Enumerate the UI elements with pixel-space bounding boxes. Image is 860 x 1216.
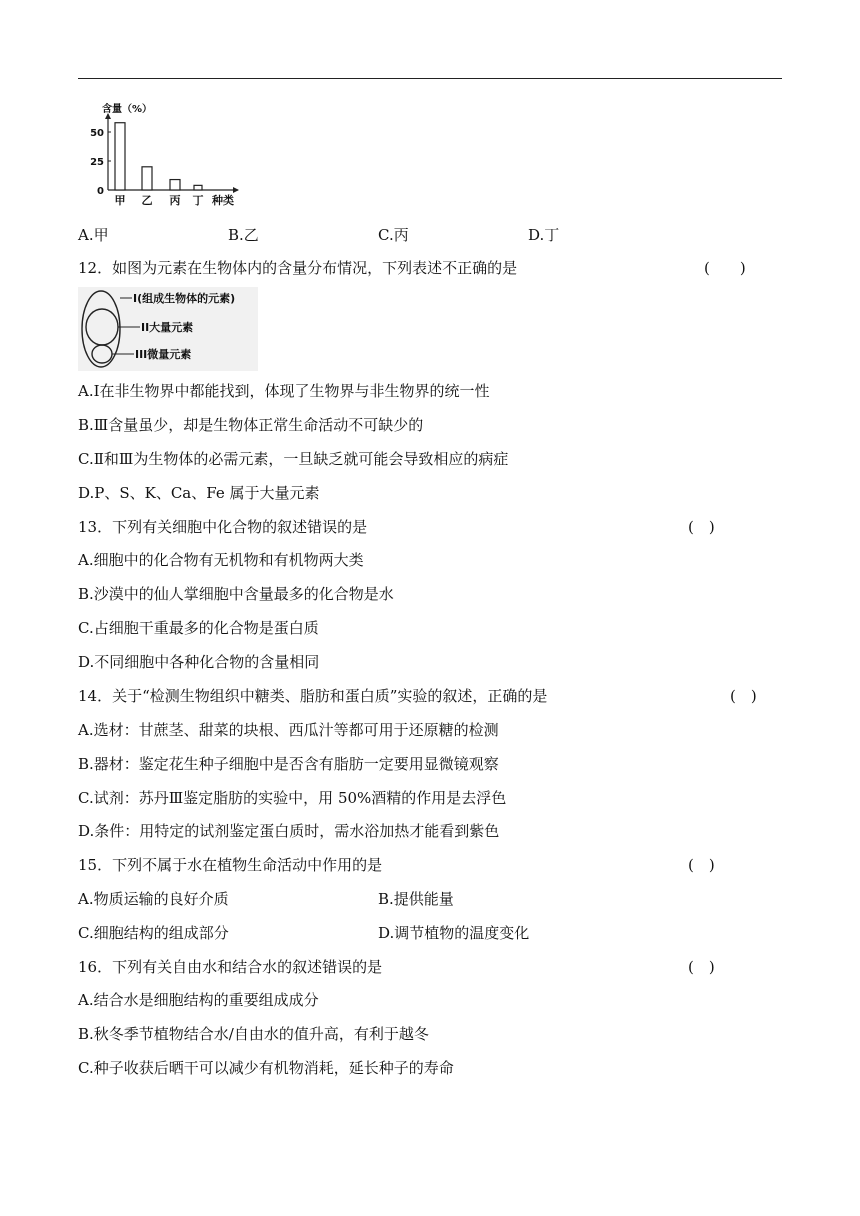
x-tick-label: 乙 [141,194,153,207]
q15-option-c: C.细胞结构的组成部分 [78,924,229,942]
q14-option-a: A.选材：甘蔗茎、甜菜的块根、西瓜汁等都可用于还原糖的检测 [78,721,499,739]
q12-option-a: A.Ⅰ在非生物界中都能找到，体现了生物界与非生物界的统一性 [78,382,490,400]
q16-option-c: C.种子收获后晒干可以减少有机物消耗，延长种子的寿命 [78,1059,454,1077]
x-axis-arrow [233,187,239,193]
q12-stem: 12．如图为元素在生物体内的含量分布情况，下列表述不正确的是 [78,259,518,277]
q16-stem: 16．下列有关自由水和结合水的叙述错误的是 [78,958,383,976]
bar [142,167,152,190]
q14-answer-paren: ( ) [730,687,757,705]
q12-answer-paren: ( ) [704,259,746,277]
q13-option-d: D.不同细胞中各种化合物的含量相同 [78,653,320,671]
y-axis-label: 含量（%） [102,104,153,115]
q15-stem: 15．下列不属于水在植物生命活动中作用的是 [78,856,383,874]
header-rule [78,78,782,79]
q15-option-a: A.物质运输的良好介质 [78,890,229,908]
bar [170,180,180,190]
x-tick-label: 丙 [169,194,181,207]
x-tick-label: 甲 [114,194,126,207]
element-venn-diagram [78,287,258,371]
y-tick-label: 25 [90,157,104,168]
bar-chart [78,102,248,210]
q15-option-b: B.提供能量 [378,890,454,908]
q11-option-b: B.乙 [228,226,259,244]
q13-option-c: C.占细胞干重最多的化合物是蛋白质 [78,619,319,637]
q14-option-c: C.试剂：苏丹Ⅲ鉴定脂肪的实验中，用 50%酒精的作用是去浮色 [78,789,507,807]
q11-option-a: A.甲 [78,226,109,244]
q13-answer-paren: ( ) [688,518,715,536]
q16-option-a: A.结合水是细胞结构的重要组成成分 [78,991,319,1009]
q16-option-b: B.秋冬季节植物结合水/自由水的值升高，有利于越冬 [78,1025,429,1043]
x-tick-label: 丁 [192,194,204,207]
bar [115,123,125,190]
q15-answer-paren: ( ) [688,856,715,874]
q11-option-d: D.丁 [528,226,560,244]
q14-option-b: B.器材：鉴定花生种子细胞中是否含有脂肪一定要用显微镜观察 [78,755,499,773]
q14-stem: 14．关于“检测生物组织中糖类、脂肪和蛋白质”实验的叙述，正确的是 [78,687,548,705]
label-group-2: II大量元素 [141,321,194,334]
q15-option-d: D.调节植物的温度变化 [378,924,530,942]
y-tick-label: 50 [90,128,104,139]
x-axis-label: 种类 [212,194,234,207]
q11-option-c: C.丙 [378,226,409,244]
q13-stem: 13．下列有关细胞中化合物的叙述错误的是 [78,518,368,536]
label-group-1: I(组成生物体的元素) [133,292,236,305]
q13-option-b: B.沙漠中的仙人掌细胞中含量最多的化合物是水 [78,585,394,603]
q12-option-c: C.Ⅱ和Ⅲ为生物体的必需元素，一旦缺乏就可能会导致相应的病症 [78,450,509,468]
q16-answer-paren: ( ) [688,958,715,976]
q14-option-d: D.条件：用特定的试剂鉴定蛋白质时，需水浴加热才能看到紫色 [78,822,500,840]
y-tick-label: 0 [97,186,104,197]
q12-option-b: B.Ⅲ含量虽少，却是生物体正常生命活动不可缺少的 [78,416,424,434]
bar [194,185,202,190]
q13-option-a: A.细胞中的化合物有无机物和有机物两大类 [78,551,364,569]
q12-option-d: D.P、S、K、Ca、Fe 属于大量元素 [78,484,320,502]
label-group-3: III微量元素 [135,348,192,361]
